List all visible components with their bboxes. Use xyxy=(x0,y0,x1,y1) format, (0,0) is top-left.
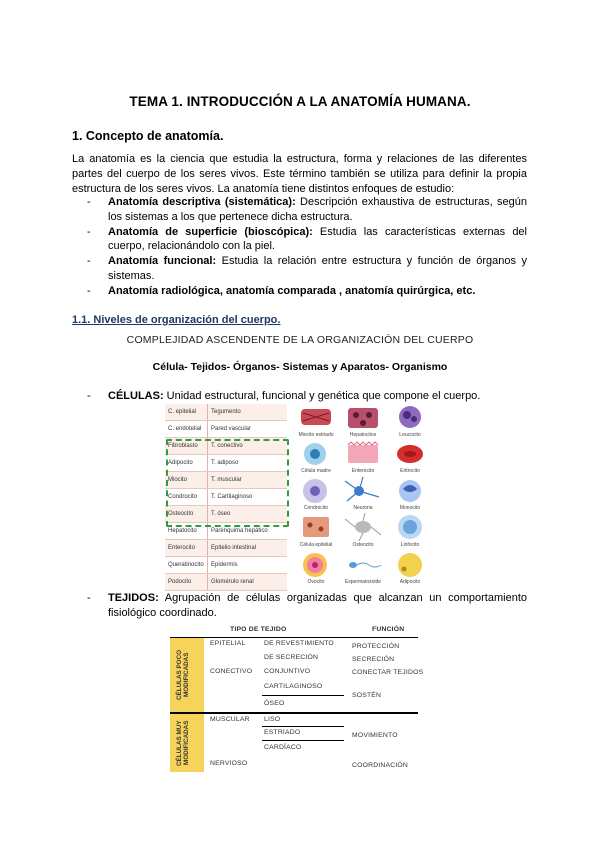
cell-label: Neurona xyxy=(353,505,373,511)
cell-label: Linfocito xyxy=(400,542,420,548)
cell-label: Osteocito xyxy=(352,542,374,548)
cell-label: Célula epitelial xyxy=(299,542,333,548)
adipocito-image xyxy=(398,553,422,577)
cell-illustrations xyxy=(293,405,438,585)
cells-bullet: - CÉLULAS: Unidad estructural, funcional y genética que compone el cuerpo. xyxy=(87,389,527,404)
tissues-bullet: - TEJIDOS: Agrupación de células organizadas que alcanzan un comportamiento fisiológico coordinado. xyxy=(87,591,527,621)
ovocito-image xyxy=(303,553,327,577)
table-row: Enterocito Epitelio intestinal xyxy=(165,540,287,557)
cell-label: Enterocito xyxy=(351,468,375,474)
list-item: - Anatomía descriptiva (sistemática): Descripción exhaustiva de estructuras, según los sistemas a los que pertenece dicha estructura. xyxy=(87,195,527,225)
organization-chain: Célula- Tejidos- Órganos- Sistemas y Aparatos- Organismo xyxy=(152,361,448,373)
cell-label: Adipocito xyxy=(399,579,421,585)
table-row: Queratinocito Epidermis xyxy=(165,557,287,574)
table-row: Osteocito T. óseo xyxy=(165,506,287,523)
leucocito-image xyxy=(399,406,421,428)
table-row: C. epitelial Tegumento xyxy=(165,404,287,421)
cell-label: Monocito xyxy=(399,505,421,511)
enterocito-image xyxy=(348,442,378,463)
monocito-image xyxy=(399,480,421,502)
section-heading-niveles: 1.1. Niveles de organización del cuerpo. xyxy=(72,314,281,326)
cell-label: Célula madre xyxy=(301,468,331,474)
group-label: CÉLULAS POCO MODIFICADAS xyxy=(176,649,190,701)
approaches-list xyxy=(87,195,527,299)
neurona-image xyxy=(345,477,379,501)
column-header: TIPO DE TEJIDO xyxy=(230,626,287,633)
eritrocito-image xyxy=(397,445,423,463)
osteocito-image xyxy=(345,513,381,541)
espermatozoide-image xyxy=(349,562,381,568)
cell-label: Ovocito xyxy=(307,579,325,585)
connective-tissue-highlight xyxy=(166,439,289,527)
tissue-types-table: TIPO DE TEJIDO FUNCIÓN CÉLULAS POCO MODIFICADAS CÉLULAS MUY MODIFICADAS EPITELIAL DE REVESTIMIENTO PROTECCIÓN DE SECRECIÓN SECRECIÓN CONECTIVO CONJUNTIVO CONECTAR TEJIDOS CARTILAGINOSO SOSTÉN ÓSEO MUSCULAR LISO ESTRIADO MOVIMIENTO CARDÍACO NERVIOSO COORDINACIÓN xyxy=(170,622,418,772)
table-row: C. endotelial Pared vascular xyxy=(165,421,287,438)
table-row: Hepatocito Parénquima hepático xyxy=(165,523,287,540)
hepatocito-image xyxy=(348,408,378,428)
miocito-image xyxy=(301,409,331,425)
cell-label: Eritrocito xyxy=(400,468,420,474)
column-header: FUNCIÓN xyxy=(372,626,405,633)
cell-label: Espermatozoide xyxy=(344,579,382,585)
complexity-subtitle: COMPLEJIDAD ASCENDENTE DE LA ORGANIZACIÓN DEL CUERPO xyxy=(126,334,474,346)
list-item: - Anatomía radiológica, anatomía comparada , anatomía quirúrgica, etc. xyxy=(87,284,527,299)
condrocito-image xyxy=(303,479,327,503)
cell-label: Hepatocitos xyxy=(349,432,377,438)
group-label: CÉLULAS MUY MODIFICADAS xyxy=(176,720,190,766)
celula-epitelial-image xyxy=(303,517,329,537)
list-item: - Anatomía de superficie (bioscópica): Estudia las características externas del cuerpo, relacionándolo con la piel. xyxy=(87,225,527,255)
table-row: Miocito T. muscular xyxy=(165,472,287,489)
page-title: TEMA 1. INTRODUCCIÓN A LA ANATOMÍA HUMANA. xyxy=(129,94,471,109)
intro-paragraph: La anatomía es la ciencia que estudia la estructura, forma y relaciones de las diferentes partes del cuerpo de los seres vivos. Este término también se utiliza para definir la propia estructura de los seres vivos. La anatomía tiene distintos enfoques de estudio: xyxy=(72,153,527,195)
cell-label: Leucocito xyxy=(399,432,421,438)
table-row: Adipocito T. adiposo xyxy=(165,455,287,472)
section-heading-concepto: 1. Concepto de anatomía. xyxy=(72,129,224,143)
table-row: Podocito Glomérulo renal xyxy=(165,574,287,591)
table-row: Condrocito T. Cartilaginoso xyxy=(165,489,287,506)
linfocito-image xyxy=(398,515,422,539)
table-row: Fibroblasto T. conectivo xyxy=(165,438,287,455)
cell-label: Miocito estriado xyxy=(298,432,334,438)
cell-label: Condrocito xyxy=(303,505,329,511)
celula-madre-image xyxy=(304,443,326,465)
list-item: - Anatomía funcional: Estudia la relación entre estructura y función de órganos y sistemas. xyxy=(87,254,527,284)
